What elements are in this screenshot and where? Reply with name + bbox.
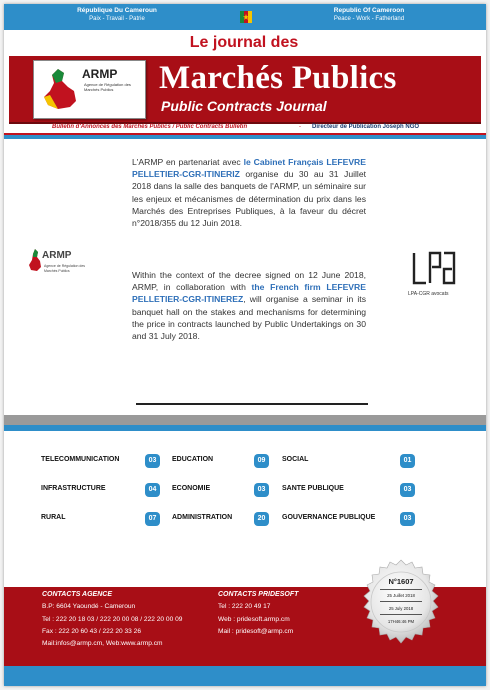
- motto-fr: Paix - Travail - Patrie: [89, 16, 145, 22]
- lpa-monogram-icon: [406, 247, 460, 291]
- side-logo-name: ARMP: [42, 250, 72, 261]
- masthead: [9, 56, 481, 124]
- issue-date-fr: 25 Juillet 2018: [387, 593, 415, 598]
- bulletin-name: Bulletin d'Annonces des Marchés Publics / Public Contracts Bulletin: [52, 124, 248, 130]
- masthead-title: Marchés Publics: [159, 60, 397, 96]
- stamp-divider: [380, 601, 422, 602]
- category-label: SANTE PUBLIQUE: [282, 485, 344, 492]
- country-name-fr: République Du Cameroun: [77, 7, 157, 14]
- section-band: [4, 425, 486, 431]
- cameroon-map-icon: [28, 248, 42, 272]
- motto-en: Peace - Work - Fatherland: [333, 16, 405, 22]
- issue-stamp: [358, 559, 444, 645]
- section-band: [4, 415, 486, 425]
- article-text: organise du 30 au 31 Juillet 2018 dans la salle des banquets de l'ARMP, un séminaire sur les enjeux et mécanismes de détermination du prix dans les Marchés des Entreprises Publiques, à la faveur du décret n°2018/355 du 12 Juin 2018.: [132, 169, 366, 229]
- logo-subtitle: Agence de Régulation des Marchés Publics: [84, 82, 131, 92]
- category-count-badge[interactable]: 01: [400, 454, 415, 468]
- bulletin-separator: -: [299, 124, 301, 130]
- seal-icon: [358, 559, 444, 645]
- category-label: GOUVERNANCE PUBLIQUE: [282, 514, 376, 521]
- stamp-divider: [380, 614, 422, 615]
- armp-logo: [33, 60, 146, 119]
- header-right: [284, 7, 454, 23]
- category-count-badge[interactable]: 03: [400, 483, 415, 497]
- masthead-subtitle: Public Contracts Journal: [161, 98, 327, 114]
- article-paragraph-en: [132, 269, 366, 342]
- category-label: SOCIAL: [282, 456, 309, 463]
- category-count-badge[interactable]: 09: [254, 454, 269, 468]
- country-name-en: Republic Of Cameroon: [333, 7, 405, 14]
- agency-contacts-heading: CONTACTS AGENCE: [42, 591, 112, 598]
- category-label: INFRASTRUCTURE: [41, 485, 106, 492]
- divider: [4, 135, 486, 139]
- category-count-badge[interactable]: 03: [254, 483, 269, 497]
- category-count-badge[interactable]: 04: [145, 483, 160, 497]
- cameroon-emblem-icon: [239, 10, 253, 24]
- logo-name: ARMP: [82, 67, 118, 81]
- side-logo-subtitle: Agence de Régulation des Marchés Publics: [44, 264, 86, 273]
- article-text: , will organise a seminar in its banquet hall on the stakes and mechanisms for determining the price in contracts launched by Public Undertakings on 30 and 31 July 2018.: [132, 294, 366, 342]
- article-divider: [136, 403, 368, 405]
- issue-date-en: 25 July 2018: [388, 606, 414, 611]
- agency-mail-web[interactable]: Mail:infos@armp.cm, Web:www.armp.cm: [42, 640, 163, 647]
- category-count-badge[interactable]: 07: [145, 512, 160, 526]
- partner-caption: LPA-CGR avocats: [408, 291, 449, 297]
- article-paragraph-fr: [132, 156, 366, 229]
- issue-time: 17H46:46 PM: [387, 619, 415, 624]
- category-count-badge[interactable]: 03: [400, 512, 415, 526]
- journal-pretitle: Le journal des: [189, 34, 299, 51]
- agency-phone: Tel : 222 20 18 03 / 222 20 00 08 / 222 20 00 09: [42, 616, 183, 623]
- header-left: [32, 7, 202, 23]
- category-label: TELECOMMUNICATION: [41, 456, 120, 463]
- stamp-divider: [380, 589, 422, 590]
- article-highlight: le Cabinet Français LEFEVRE PELLETIER-CGR-ITINERIZ: [132, 157, 366, 180]
- category-label: ECONOMIE: [172, 485, 211, 492]
- pridesoft-web[interactable]: Web : pridesoft.armp.cm: [218, 616, 290, 623]
- issue-number: N°1607: [388, 577, 414, 586]
- article-text: L'ARMP en partenariat avec: [132, 157, 244, 167]
- article-text: Within the context of the decree signed on 12 June 2018, ARMP, in collaboration with: [132, 270, 366, 293]
- publication-director: Directeur de Publication Joseph NGO: [312, 124, 420, 130]
- cameroon-map-icon: [40, 67, 80, 111]
- pridesoft-contacts-heading: CONTACTS PRIDESOFT: [218, 591, 299, 598]
- category-count-badge[interactable]: 03: [145, 454, 160, 468]
- bottom-band: [4, 666, 486, 686]
- category-label: RURAL: [41, 514, 66, 521]
- top-header-bar: [4, 4, 486, 30]
- armp-side-logo: [28, 244, 98, 289]
- category-label: EDUCATION: [172, 456, 214, 463]
- category-count-badge[interactable]: 20: [254, 512, 269, 526]
- agency-fax: Fax : 222 20 60 43 / 222 20 33 26: [42, 628, 141, 635]
- pridesoft-mail[interactable]: Mail : pridesoft@armp.cm: [218, 628, 294, 635]
- pridesoft-phone: Tel : 222 20 49 17: [218, 603, 271, 610]
- article-highlight: the French firm LEFEVRE PELLETIER-CGR-ITINEREZ: [132, 282, 366, 305]
- lpa-cgr-logo: [406, 247, 460, 303]
- category-label: ADMINISTRATION: [172, 514, 233, 521]
- journal-page: [4, 4, 486, 686]
- agency-address: B.P: 6604 Yaoundé - Cameroun: [42, 603, 136, 610]
